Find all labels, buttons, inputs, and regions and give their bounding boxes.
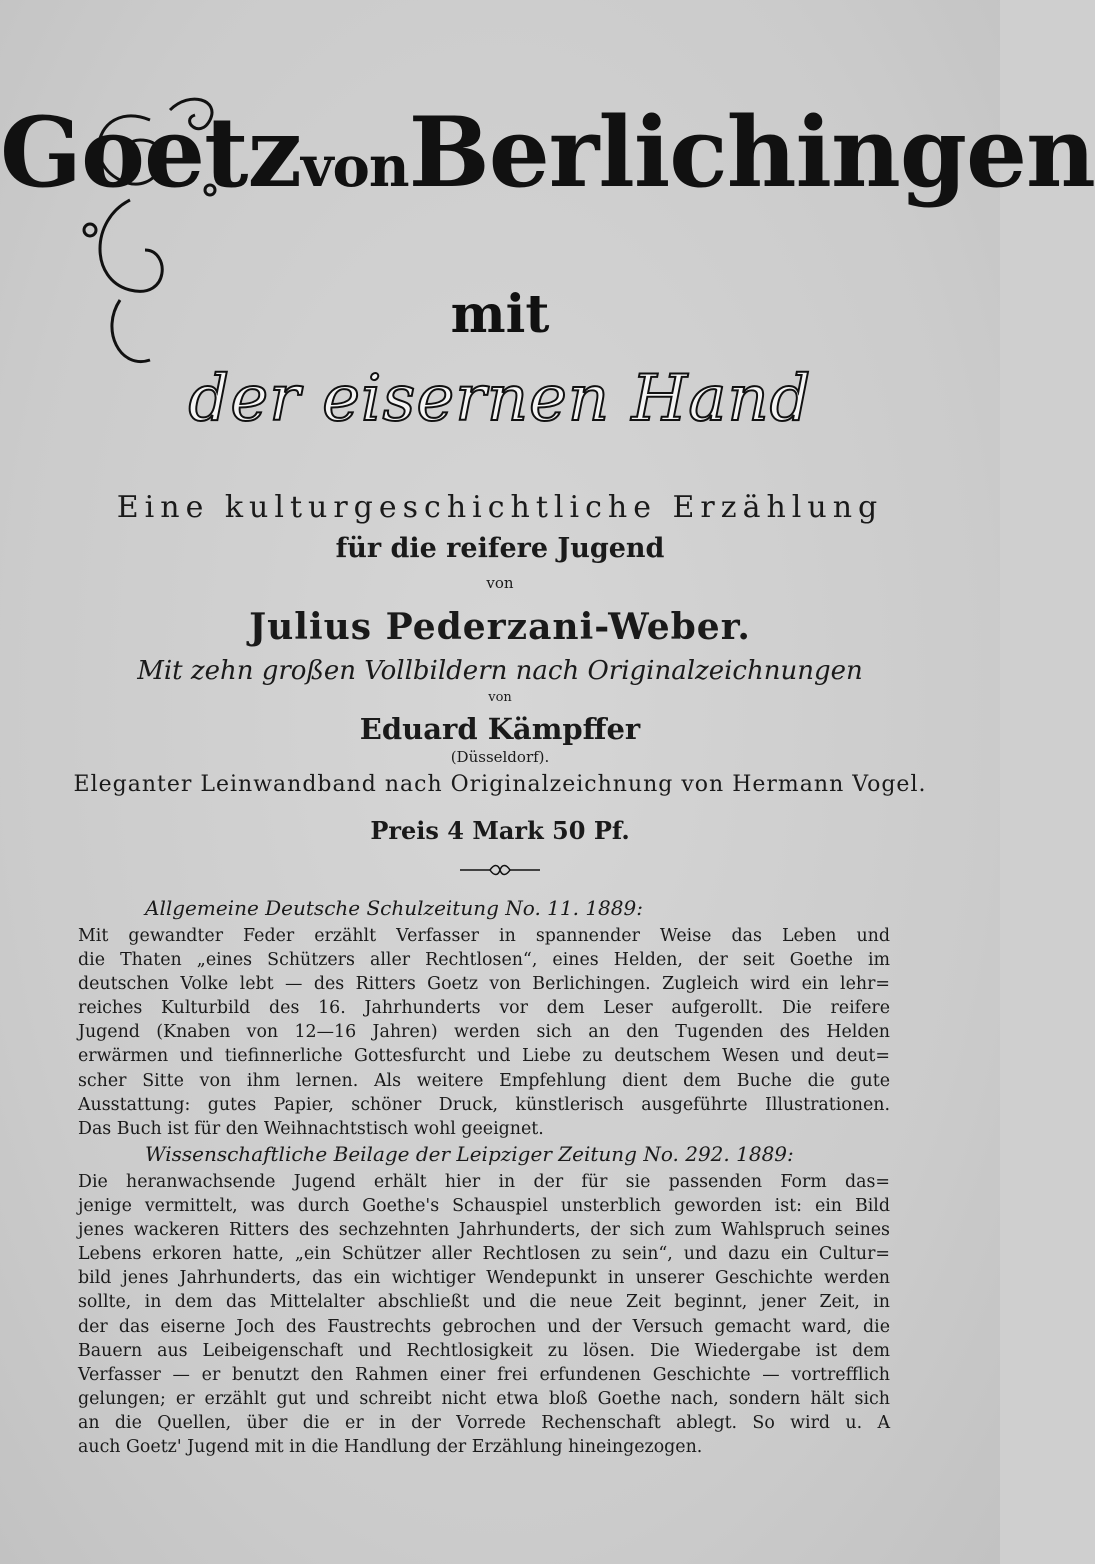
review-1-line: Mit gewandter Feder erzählt Verfasser in spannender Weise das Leben und <box>78 926 890 946</box>
review-2-line: der das eiserne Joch des Faustrechts gebrochen und der Versuch gemacht ward, die <box>78 1316 890 1337</box>
review-1-line: erwärmen und tiefinnerliche Gottesfurcht und Liebe zu deutschem Wesen und deut= <box>78 1046 890 1067</box>
review-source-2: Wissenschaftliche Beilage der Leipziger Zeitung No. 292. 1889: <box>145 1142 794 1166</box>
review-2-line: gelungen; er erzählt gut und schreibt nicht etwa bloß Goethe nach, sondern hält sich <box>78 1388 890 1409</box>
review-1-line: Das Buch ist für den Weihnachtstisch wohl geeignet. <box>78 1118 544 1139</box>
title-berlichingen: Berlichingen <box>408 96 1095 209</box>
binding-note: Eleganter Leinwandband nach Originalzeichnung von Hermann Vogel. <box>73 772 927 797</box>
title-mit: mit <box>450 284 550 345</box>
author-name: Julius Pederzani-Weber. <box>249 606 751 648</box>
review-1-line: Ausstattung: gutes Papier, schöner Druck, künstlerisch ausgeführte Illustrationen. <box>78 1094 890 1115</box>
review-2-line: Lebens erkoren hatte, „ein Schützer aller Rechtlosen zu sein“, und dazu ein Cultur= <box>78 1244 890 1265</box>
ornamental-divider <box>460 862 540 878</box>
review-2-line: auch Goetz' Jugend mit in die Handlung der Erzählung hineingezogen. <box>78 1437 703 1458</box>
review-2-line: an die Quellen, über die er in der Vorrede Rechenschaft ablegt. So wird u. A <box>78 1412 890 1433</box>
review-1-line: deutschen Volke lebt — des Ritters Goetz von Berlichingen. Zugleich wird ein lehr= <box>78 974 890 995</box>
review-1-line: Jugend (Knaben von 12—16 Jahren) werden sich an den Tugenden des Helden <box>78 1022 890 1043</box>
review-body-2 <box>78 1170 890 1459</box>
review-1-line: scher Sitte von ihm lernen. Als weitere Empfehlung dient dem Buche die gute <box>78 1070 890 1091</box>
review-source-1: Allgemeine Deutsche Schulzeitung No. 11. 1889: <box>145 896 643 920</box>
illustrations-note: Mit zehn großen Vollbildern nach Originalzeichnungen <box>137 656 863 686</box>
review-2-line: bild jenes Jahrhunderts, das ein wichtiger Wendepunkt in unserer Geschichte werden <box>78 1268 890 1289</box>
title-von: von <box>300 134 409 200</box>
review-2-line: Verfasser — er benutzt den Rahmen einer frei erfundenen Geschichte — vortrefflich <box>78 1364 890 1385</box>
review-2-line: Bauern aus Leibeigenschaft und Rechtlosigkeit zu lösen. Die Wiedergabe ist dem <box>78 1340 890 1361</box>
by-label-illustrator: von <box>488 690 512 705</box>
illustrator-city: (Düsseldorf). <box>450 748 550 766</box>
title-goetz: Goetz <box>0 96 301 209</box>
review-1-line: reiches Kulturbild des 16. Jahrhunderts vor dem Leser aufgerollt. Die reifere <box>78 998 890 1019</box>
review-2-line: sollte, in dem das Mittelalter abschließt und die neue Zeit beginnt, jener Zeit, in <box>78 1292 890 1313</box>
subtitle: Eine kulturgeschichtliche Erzählung <box>116 490 884 525</box>
review-2-line: jenige vermittelt, was durch Goethe's Schauspiel unsterblich geworden ist: ein Bild <box>78 1196 890 1217</box>
title-heading <box>0 96 1095 209</box>
review-1-line: die Thaten „eines Schützers aller Rechtlosen“, eines Helden, der seit Goethe im <box>78 950 890 971</box>
review-2-line: Die heranwachsende Jugend erhält hier in der für sie passenden Form das= <box>78 1172 890 1192</box>
review-2-line: jenes wackeren Ritters des sechzehnten Jahrhunderts, der sich zum Wahlspruch seines <box>78 1220 890 1241</box>
title-eisernen-hand: der eisernen Hand <box>188 362 812 436</box>
review-body-1 <box>78 924 890 1141</box>
by-label: von <box>486 574 514 592</box>
subtitle-audience: für die reifere Jugend <box>335 533 665 564</box>
illustrator-name: Eduard Kämpffer <box>359 712 641 746</box>
price: Preis 4 Mark 50 Pf. <box>370 816 630 845</box>
